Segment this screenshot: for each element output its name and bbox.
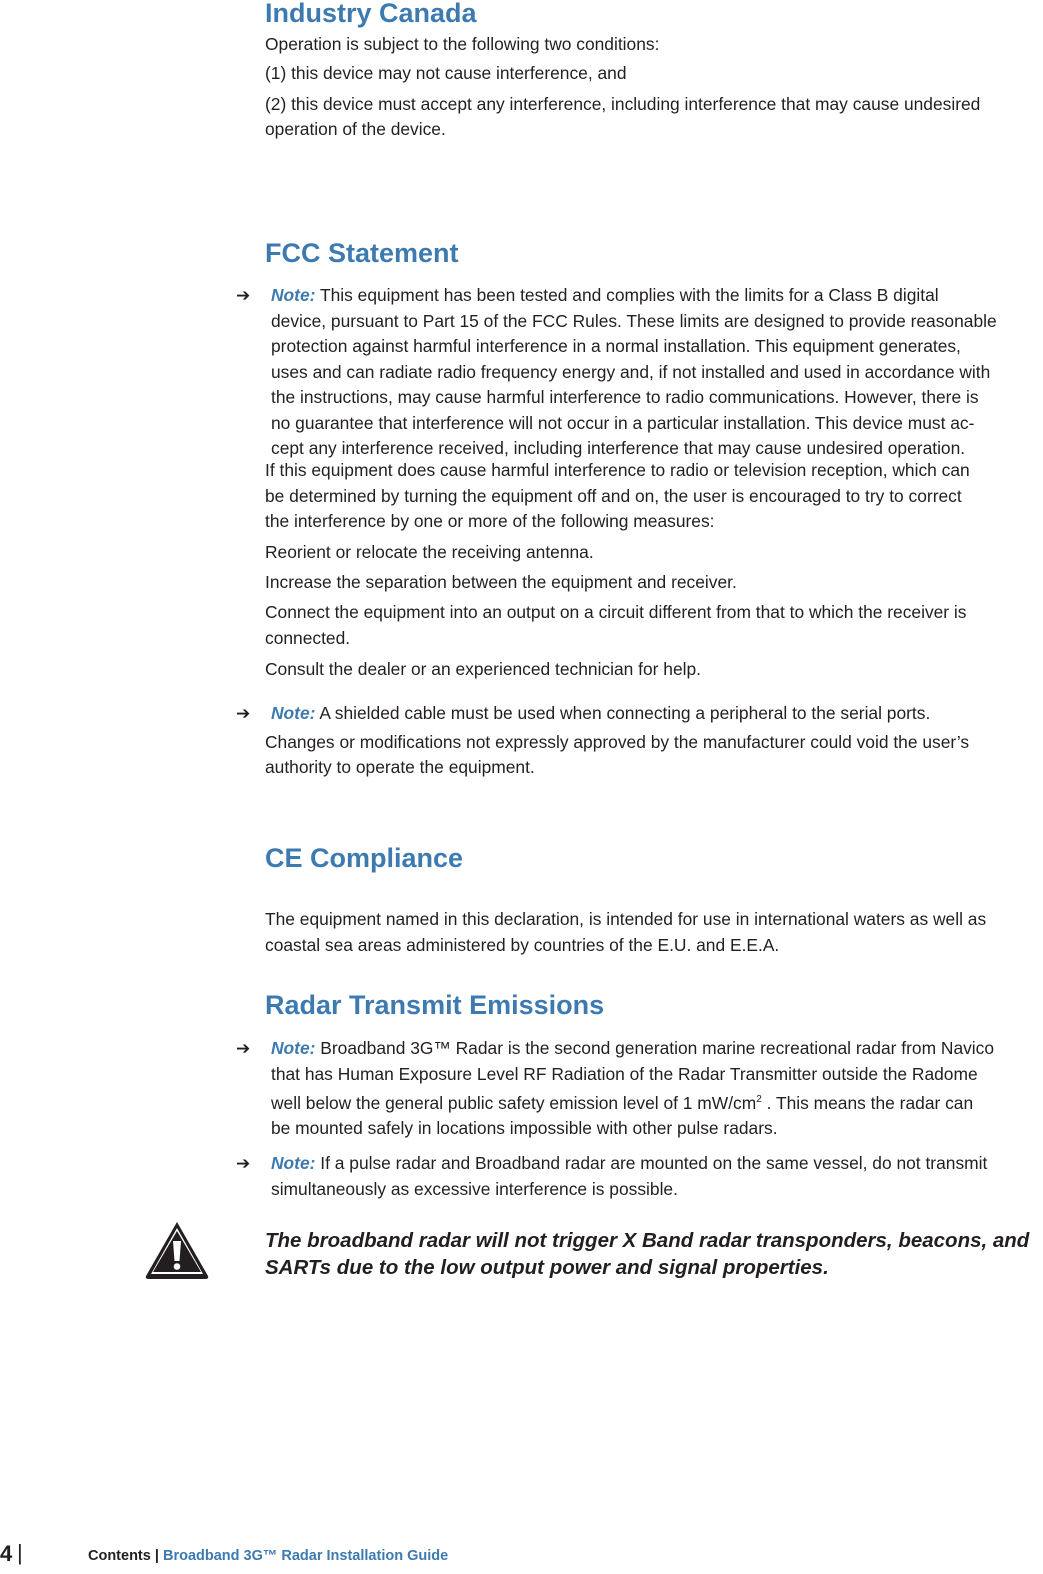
paragraph-line: If this equipment does cause harmful interference to radio or television reception, which can xyxy=(265,460,970,480)
note-text: simultaneously as excessive interference is possible. xyxy=(271,1178,678,1199)
warning-icon xyxy=(143,1219,211,1281)
fcc-interference-paragraph xyxy=(265,458,1043,535)
note-text: be mounted safely in locations impossible with other pulse radars. xyxy=(271,1118,778,1139)
industry-canada-condition-1: (1) this device may not cause interference, and xyxy=(265,63,627,83)
note-text: A shielded cable must be used when connecting a peripheral to the serial ports. xyxy=(319,703,931,723)
warning-line: SARTs due to the low output power and signal properties. xyxy=(265,1256,829,1279)
note-label: Note: xyxy=(271,703,316,723)
radar-heading: Radar Transmit Emissions xyxy=(265,990,605,1020)
footer-guide-title: Broadband 3G™ Radar Installation Guide xyxy=(162,1548,449,1564)
fcc-measure-3-cont: connected. xyxy=(265,628,351,648)
ce-heading: CE Compliance xyxy=(265,843,464,873)
page-number-separator: | xyxy=(17,1540,23,1565)
radar-note-2 xyxy=(271,1151,1043,1202)
industry-canada-condition-2-cont: operation of the device. xyxy=(265,119,446,139)
paragraph-line: coastal sea areas administered by countries of the E.U. and E.E.A. xyxy=(265,934,780,955)
fcc-measure-3: Connect the equipment into an output on a circuit different from that to which the receiver is xyxy=(265,602,967,622)
note-label: Note: xyxy=(271,285,316,305)
note-text-part: . This means the radar can xyxy=(761,1092,974,1113)
ce-paragraph xyxy=(265,907,1043,958)
note-text: This equipment has been tested and complies with the limits for a Class B digital xyxy=(319,285,939,305)
note-text: protection against harmful interference in a normal installation. This equipment generates, xyxy=(271,336,961,356)
fcc-heading: FCC Statement xyxy=(265,238,459,268)
superscript: 2 xyxy=(756,1094,762,1105)
warning-line: The broadband radar will not trigger X Band radar transponders, beacons, and xyxy=(265,1229,1030,1252)
paragraph-line: The equipment named in this declaration, is intended for use in international waters as well as xyxy=(265,909,987,929)
fcc-measure-4: Consult the dealer or an experienced technician for help. xyxy=(265,659,702,679)
arrow-right-icon: ➔ xyxy=(236,1039,251,1058)
industry-canada-condition-2: (2) this device must accept any interference, including interference that may cause undesired xyxy=(265,94,981,114)
industry-canada-paragraph: Operation is subject to the following two conditions: xyxy=(265,34,660,54)
note-text: If a pulse radar and Broadband radar are mounted on the same vessel, do not transmit xyxy=(320,1153,988,1173)
note-text: device, pursuant to Part 15 of the FCC Rules. These limits are designed to provide reasonable xyxy=(271,310,997,331)
industry-canada-heading: Industry Canada xyxy=(265,0,477,28)
note-text: Broadband 3G™ Radar is the second generation marine recreational radar from Navico xyxy=(320,1038,995,1058)
note-label: Note: xyxy=(271,1038,316,1058)
note-text xyxy=(271,1087,1043,1116)
paragraph-line: be determined by turning the equipment off and on, the user is encouraged to try to correct xyxy=(265,485,962,506)
footer-separator: | xyxy=(154,1548,159,1564)
note-text-part: well below the general public safety emission level of 1 mW/cm xyxy=(271,1092,757,1113)
fcc-measure-2: Increase the separation between the equipment and receiver. xyxy=(265,572,737,592)
radar-note-1 xyxy=(271,1036,1043,1142)
footer-section xyxy=(88,1548,448,1564)
arrow-right-icon: ➔ xyxy=(236,704,251,723)
page-footer xyxy=(0,1540,1043,1574)
fcc-note-2 xyxy=(271,701,1043,727)
paragraph-line: the interference by one or more of the following measures: xyxy=(265,511,715,531)
footer-section-label: Contents xyxy=(88,1548,151,1564)
page-number: 4 xyxy=(0,1541,13,1566)
note-text: no guarantee that interference will not occur in a particular installation. This device must ac- xyxy=(271,412,975,433)
arrow-right-icon: ➔ xyxy=(236,1154,251,1173)
note-text: the instructions, may cause harmful interference to radio communications. However, there is xyxy=(271,387,979,407)
note-text: uses and can radiate radio frequency energy and, if not installed and used in accordance with xyxy=(271,361,991,382)
fcc-note-1 xyxy=(271,283,1043,462)
fcc-changes-paragraph-cont: authority to operate the equipment. xyxy=(265,757,535,777)
note-label: Note: xyxy=(271,1153,316,1173)
fcc-changes-paragraph: Changes or modifications not expressly approved by the manufacturer could void the user’s xyxy=(265,732,970,752)
note-text: cept any interference received, including interference that may cause undesired operation. xyxy=(271,438,966,458)
fcc-measure-1: Reorient or relocate the receiving antenna. xyxy=(265,542,594,562)
note-text: that has Human Exposure Level RF Radiation of the Radar Transmitter outside the Radome xyxy=(271,1063,978,1084)
warning-text xyxy=(265,1227,1043,1281)
arrow-right-icon: ➔ xyxy=(236,286,251,305)
